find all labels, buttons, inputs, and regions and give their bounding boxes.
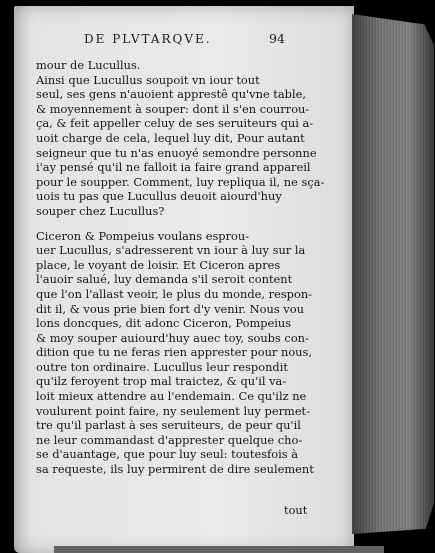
catchword: tout [284,503,308,517]
text-line: sa requeste, ils luy permirent de dire seulement [36,462,314,477]
text-line: & moyennement à souper: dont il s'en courrou- [36,101,310,116]
text-line: dition que tu ne feras rien apprester pour nous, [36,345,312,360]
text-line: mour de Lucullus. [36,58,141,72]
text-line: souper chez Lucullus? [36,203,165,218]
book-page [14,6,354,553]
text-line: se d'auantage, que pour luy seul: toutesfois à [36,447,299,462]
text-line: Ainsi que Lucullus soupoit vn iour tout [36,72,260,87]
text-line: ça, & feit appeller celuy de ses seruiteurs qui a- [36,116,314,131]
paragraph-continuation [36,58,336,73]
text-line: & moy souper auiourd'huy auec toy, soubs con- [36,330,309,345]
text-line: lons doncques, dit adonc Ciceron, Pompeius [36,316,292,331]
paragraph-gap [36,219,336,229]
text-line: loit mieux attendre au l'endemain. Ce qu'ilz ne [36,389,307,404]
text-line: voulurent point faire, ny seulement luy permet- [36,403,310,418]
text-line: Ciceron & Pompeius voulans esprou- [36,228,250,243]
text-line: i'ay pensé qu'il ne falloit ia faire grand appareil [36,160,311,175]
text-line: uoit charge de cela, lequel luy dit, Pour autant [36,130,305,145]
text-line: uer Lucullus, s'adresserent vn iour à luy sur la [36,243,306,258]
text-line: que l'on l'allast veoir, le plus du monde, respon- [36,286,312,301]
text-line: tre qu'il parlast à ses seruiteurs, de peur qu'il [36,418,301,433]
text-line: seul, ses gens n'auoient apprestê qu'vne table, [36,87,306,102]
page-bottom-edge [54,546,384,553]
text-block [36,58,336,477]
running-head: DE PLVTARQVE. [84,32,212,46]
text-line: l'auoir salué, luy demanda s'il seroit content [36,272,293,287]
text-line: qu'ilz feroyent trop mal traictez, & qu'il va- [36,374,287,389]
text-line: uois tu pas que Lucullus deuoit aiourd'huy [36,189,282,204]
text-line: pour le soupper. Comment, luy repliqua il, ne sça- [36,174,325,189]
text-line: dit il, & vous prie bien fort d'y venir. Nous vou [36,301,304,316]
fore-edge-shadow [352,14,434,534]
paragraph-anecdote-1 [36,73,336,219]
page-number: 94 [269,31,285,46]
text-line: place, le voyant de loisir. Et Ciceron apres [36,257,281,272]
text-line: ne leur commandast d'apprester quelque cho- [36,432,303,447]
text-line: seigneur que tu n'as enuoyé semondre personne [36,145,317,160]
open-book [14,6,434,553]
text-line: outre ton ordinaire. Lucullus leur respondit [36,359,288,374]
paragraph-anecdote-2 [36,229,336,477]
